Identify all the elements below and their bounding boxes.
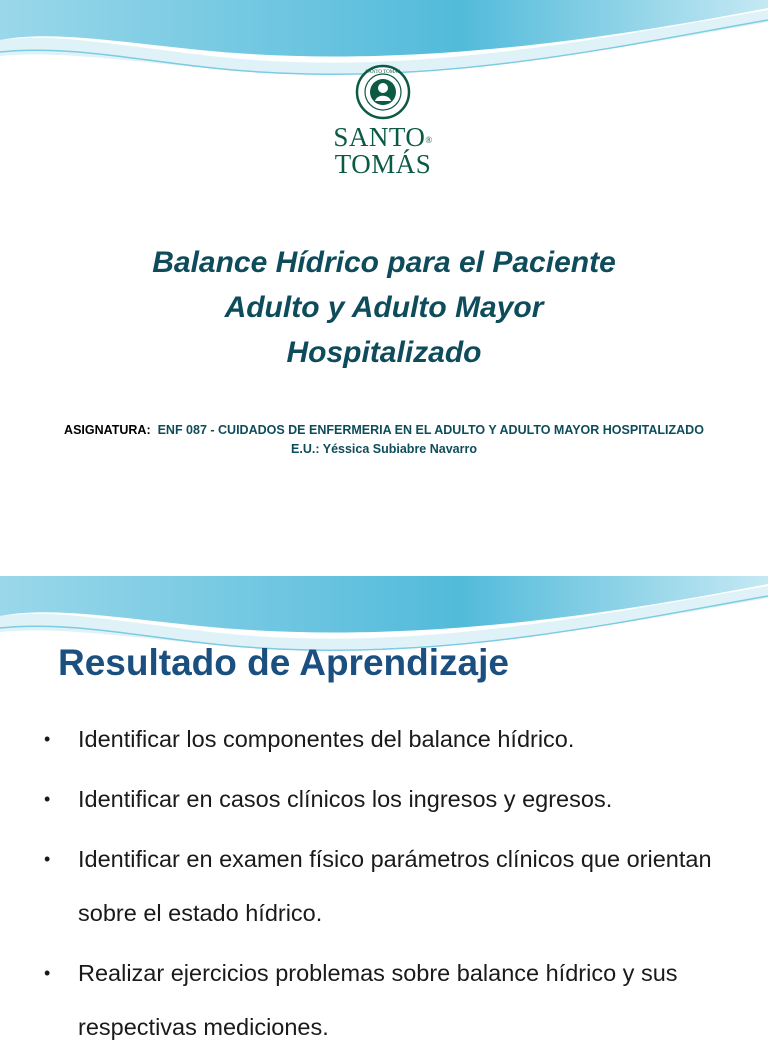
learning-outcomes-slide: [0, 576, 768, 1040]
university-seal-icon: [355, 64, 411, 120]
list-item-text: Identificar en casos clínicos los ingresos y egresos.: [78, 786, 613, 812]
registered-mark: ®: [425, 135, 433, 145]
wordmark-line-2: TOMÁS: [334, 149, 432, 179]
list-item-text: Realizar ejercicios problemas sobre balance hídrico y sus respectivas mediciones.: [78, 960, 678, 1040]
course-info: [40, 421, 728, 459]
learning-outcomes-list: [44, 712, 734, 1060]
bullet-icon: •: [44, 789, 51, 809]
bullet-icon: •: [44, 849, 51, 869]
wordmark-line-1: SANTO: [333, 122, 426, 152]
title-line-3: Hospitalizado: [286, 336, 482, 369]
santo-tomas-logo: [318, 64, 448, 178]
author-name: E.U.: Yéssica Subiabre Navarro: [291, 442, 477, 456]
list-item: [44, 946, 734, 1054]
logo-wordmark: [318, 124, 448, 178]
title-line-2: Adulto y Adulto Mayor: [224, 291, 544, 324]
list-item: [44, 772, 734, 826]
list-item: [44, 832, 734, 940]
bullet-icon: •: [44, 963, 51, 983]
bullet-icon: •: [44, 729, 51, 749]
list-item: [44, 712, 734, 766]
slide-title: Resultado de Aprendizaje: [58, 642, 509, 683]
title-line-1: Balance Hídrico para el Paciente: [152, 246, 616, 279]
subject-value: ENF 087 - CUIDADOS DE ENFERMERIA EN EL ADULTO Y ADULTO MAYOR HOSPITALIZADO: [157, 423, 704, 437]
list-item-text: Identificar en examen físico parámetros clínicos que orientan sobre el estado hídrico.: [78, 846, 712, 926]
presentation-title: [60, 240, 708, 375]
list-item-text: Identificar los componentes del balance hídrico.: [78, 726, 575, 752]
subject-label: ASIGNATURA:: [64, 423, 151, 437]
svg-text:SANTO TOMÁS: SANTO TOMÁS: [365, 70, 401, 75]
